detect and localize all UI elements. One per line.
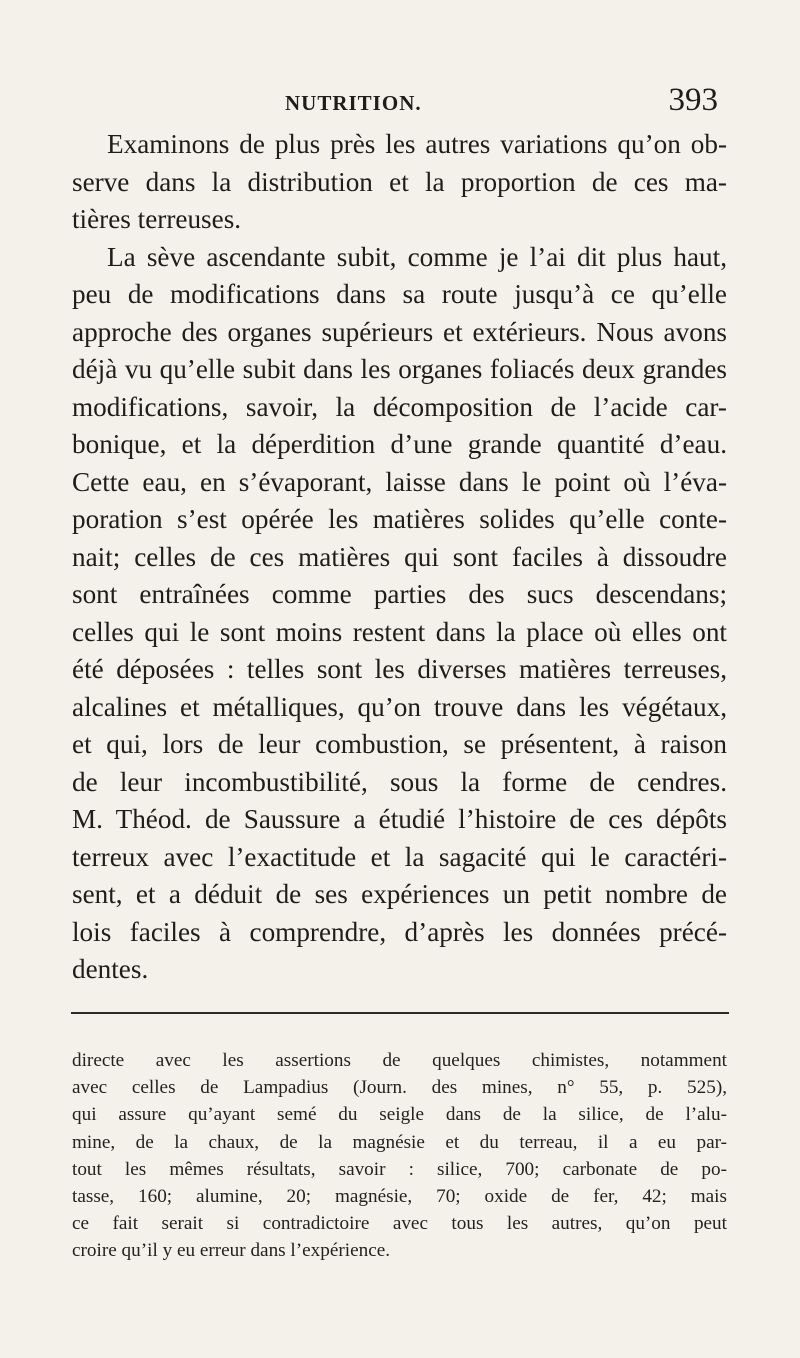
footnote-line: mine, de la chaux, de la magnésie et du terreau, il a eu par- bbox=[72, 1131, 727, 1153]
body-line: modifications, savoir, la décomposition de l’acide car- bbox=[72, 391, 727, 422]
body-line: dentes. bbox=[72, 954, 149, 984]
body-line: lois faciles à comprendre, d’après les données précé- bbox=[72, 916, 727, 947]
footnote-line: avec celles de Lampadius (Journ. des mines, n° 55, p. 525), bbox=[72, 1077, 727, 1099]
body-line: Examinons de plus près les autres variations qu’on ob- bbox=[107, 129, 727, 159]
body-line: nait; celles de ces matières qui sont faciles à dissoudre bbox=[72, 541, 727, 572]
body-line: de leur incombustibilité, sous la forme de cendres. bbox=[72, 766, 727, 797]
body-line: et qui, lors de leur combustion, se présentent, à raison bbox=[72, 729, 727, 759]
main-text bbox=[72, 126, 727, 989]
footnote-line: croire qu’il y eu erreur dans l’expérience. bbox=[72, 1240, 391, 1262]
footnote-line: tasse, 160; alumine, 20; magnésie, 70; oxide de fer, 42; mais bbox=[72, 1186, 727, 1208]
body-line: bonique, et la déperdition d’une grande quantité d’eau. bbox=[72, 429, 727, 459]
running-header bbox=[0, 84, 800, 118]
body-line: peu de modifications dans sa route jusqu’à ce qu’elle bbox=[72, 279, 727, 309]
body-line: sont entraînées comme parties des sucs descendans; bbox=[72, 579, 727, 609]
footnote-line: ce fait serait si contradictoire avec tous les autres, qu’on peut bbox=[72, 1213, 727, 1235]
body-line: serve dans la distribution et la proportion de ces ma- bbox=[72, 166, 727, 197]
footnote bbox=[72, 1047, 727, 1265]
body-line: tières terreuses. bbox=[72, 204, 242, 234]
body-line: sent, et a déduit de ses expériences un petit nombre de bbox=[72, 879, 727, 909]
footnote-line: qui assure qu’ayant semé du seigle dans de la silice, de l’alu- bbox=[72, 1104, 727, 1126]
body-line: M. Théod. de Saussure a étudié l’histoire de ces dépôts bbox=[72, 804, 727, 834]
footnote-line: directe avec les assertions de quelques chimistes, notamment bbox=[72, 1050, 727, 1071]
running-title: NUTRITION. bbox=[285, 91, 422, 115]
body-line: Cette eau, en s’évaporant, laisse dans le point où l’éva- bbox=[72, 466, 727, 497]
footnote-line: tout les mêmes résultats, savoir : silice, 700; carbonate de po- bbox=[72, 1158, 727, 1180]
body-line: poration s’est opérée les matières solides qu’elle conte- bbox=[72, 504, 727, 534]
body-line: approche des organes supérieurs et extérieurs. Nous avons bbox=[72, 316, 727, 347]
body-line: déjà vu qu’elle subit dans les organes foliacés deux grandes bbox=[72, 354, 727, 384]
body-line: La sève ascendante subit, comme je l’ai dit plus haut, bbox=[107, 241, 727, 272]
body-line: celles qui le sont moins restent dans la place où elles ont bbox=[72, 616, 727, 647]
page-number: 393 bbox=[668, 82, 718, 118]
body-line: alcalines et métalliques, qu’on trouve dans les végétaux, bbox=[72, 691, 727, 722]
footnote-separator bbox=[71, 1012, 729, 1014]
body-line: été déposées : telles sont les diverses matières terreuses, bbox=[72, 654, 727, 684]
body-line: terreux avec l’exactitude et la sagacité qui le caractéri- bbox=[72, 841, 727, 872]
